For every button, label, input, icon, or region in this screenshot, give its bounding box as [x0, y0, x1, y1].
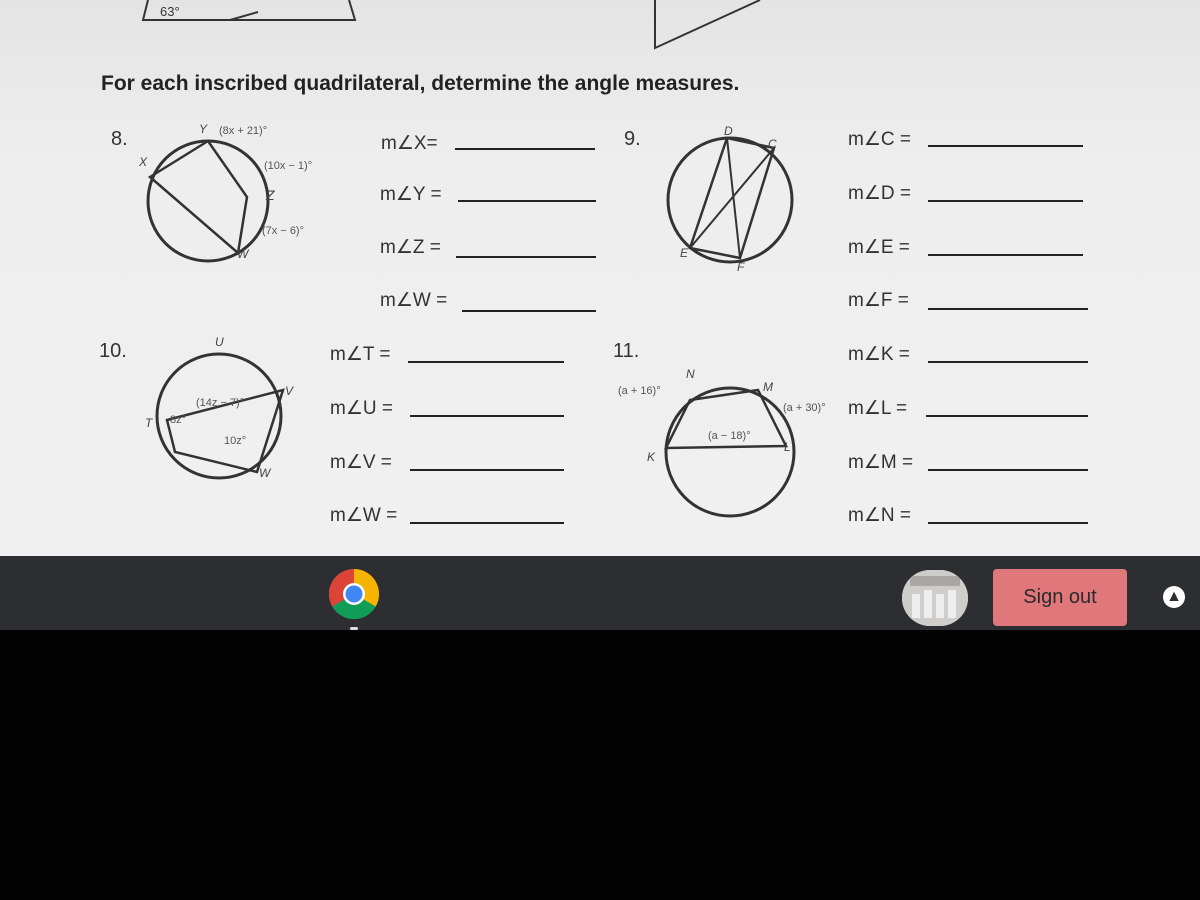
angle-fragment-label: 63°: [160, 4, 180, 19]
p11-point-m: M: [763, 380, 773, 394]
p11-prompt-l: m∠L =: [848, 398, 908, 419]
p10-answer-line-u: [410, 415, 564, 417]
p11-answer-line-n: [928, 522, 1088, 524]
p11-point-l: L: [784, 440, 791, 454]
p8-prompt-x: m∠X=: [381, 133, 438, 154]
p8-prompt-z: m∠Z =: [380, 237, 441, 258]
p10-expr-t: 8z°: [170, 414, 187, 426]
p8-answer-line-w: [462, 310, 596, 312]
sign-out-button[interactable]: Sign out: [993, 569, 1127, 626]
p8-expr-y: (8x + 21)°: [219, 125, 268, 137]
p11-prompt-m: m∠M =: [848, 452, 914, 473]
p9-answer-line-e: [928, 254, 1083, 256]
p9-answer-line-f: [928, 308, 1088, 310]
p10-answer-line-v: [410, 469, 564, 471]
p10-point-t: T: [145, 416, 153, 430]
problem-8-figure: [130, 125, 330, 275]
p9-answer-line-c: [928, 145, 1083, 147]
p8-expr-z1: (10x − 1)°: [264, 160, 313, 172]
chrome-icon[interactable]: [325, 565, 383, 623]
p10-prompt-t: m∠T =: [330, 344, 391, 365]
p8-point-y: Y: [199, 122, 208, 136]
p11-expr-l: (a − 18)°: [708, 430, 751, 442]
p10-expr-w: 10z°: [224, 435, 247, 447]
p9-prompt-e: m∠E =: [848, 237, 910, 258]
p11-prompt-n: m∠N =: [848, 505, 911, 526]
up-arrow-icon[interactable]: ▲: [1163, 586, 1185, 608]
p9-prompt-d: m∠D =: [848, 183, 911, 204]
instructions-heading: For each inscribed quadrilateral, determine the angle measures.: [101, 72, 740, 95]
p8-point-w: W: [237, 247, 249, 261]
p8-prompt-w: m∠W =: [380, 290, 448, 311]
p8-answer-line-z: [456, 256, 596, 258]
p10-point-v: V: [285, 384, 294, 398]
p8-answer-line-x: [455, 148, 595, 150]
dark-bezel: [0, 630, 1200, 900]
p8-prompt-y: m∠Y =: [380, 184, 442, 205]
p10-answer-line-w: [410, 522, 564, 524]
p10-prompt-v: m∠V =: [330, 452, 392, 473]
p8-point-z: Z: [266, 187, 275, 203]
p10-prompt-w: m∠W =: [330, 505, 398, 526]
p9-point-d: D: [724, 124, 733, 138]
p11-answer-line-m: [928, 469, 1088, 471]
p11-point-n: N: [686, 367, 695, 381]
p9-point-e: E: [680, 246, 689, 260]
p9-prompt-f: m∠F =: [848, 290, 909, 311]
problem-11-figure: [640, 370, 840, 540]
problem-11-number: 11.: [613, 340, 640, 362]
p9-answer-line-d: [928, 200, 1083, 202]
problem-8-number: 8.: [111, 128, 128, 150]
p10-answer-line-t: [408, 361, 564, 363]
p8-point-x: X: [139, 155, 148, 169]
problem-9-number: 9.: [624, 128, 641, 150]
p10-prompt-u: m∠U =: [330, 398, 393, 419]
p11-expr-n: (a + 16)°: [618, 385, 661, 397]
p10-point-u: U: [215, 335, 224, 349]
p11-answer-line-k: [928, 361, 1088, 363]
p9-point-f: F: [737, 260, 745, 274]
problem-10-number: 10.: [99, 340, 127, 362]
p10-expr-u: (14z − 7)°: [196, 397, 245, 409]
p9-prompt-c: m∠C =: [848, 129, 911, 150]
p11-point-k: K: [647, 450, 656, 464]
p11-prompt-k: m∠K =: [848, 344, 910, 365]
p9-point-c: C: [768, 137, 777, 151]
p8-answer-line-y: [458, 200, 596, 202]
p11-answer-line-l: [926, 415, 1088, 417]
p8-expr-z2: (7x − 6)°: [262, 225, 304, 237]
p11-expr-m: (a + 30)°: [783, 402, 826, 414]
p10-point-w: W: [259, 466, 271, 480]
user-avatar-icon[interactable]: [902, 570, 968, 626]
previous-figure-fragment: [0, 0, 1200, 60]
